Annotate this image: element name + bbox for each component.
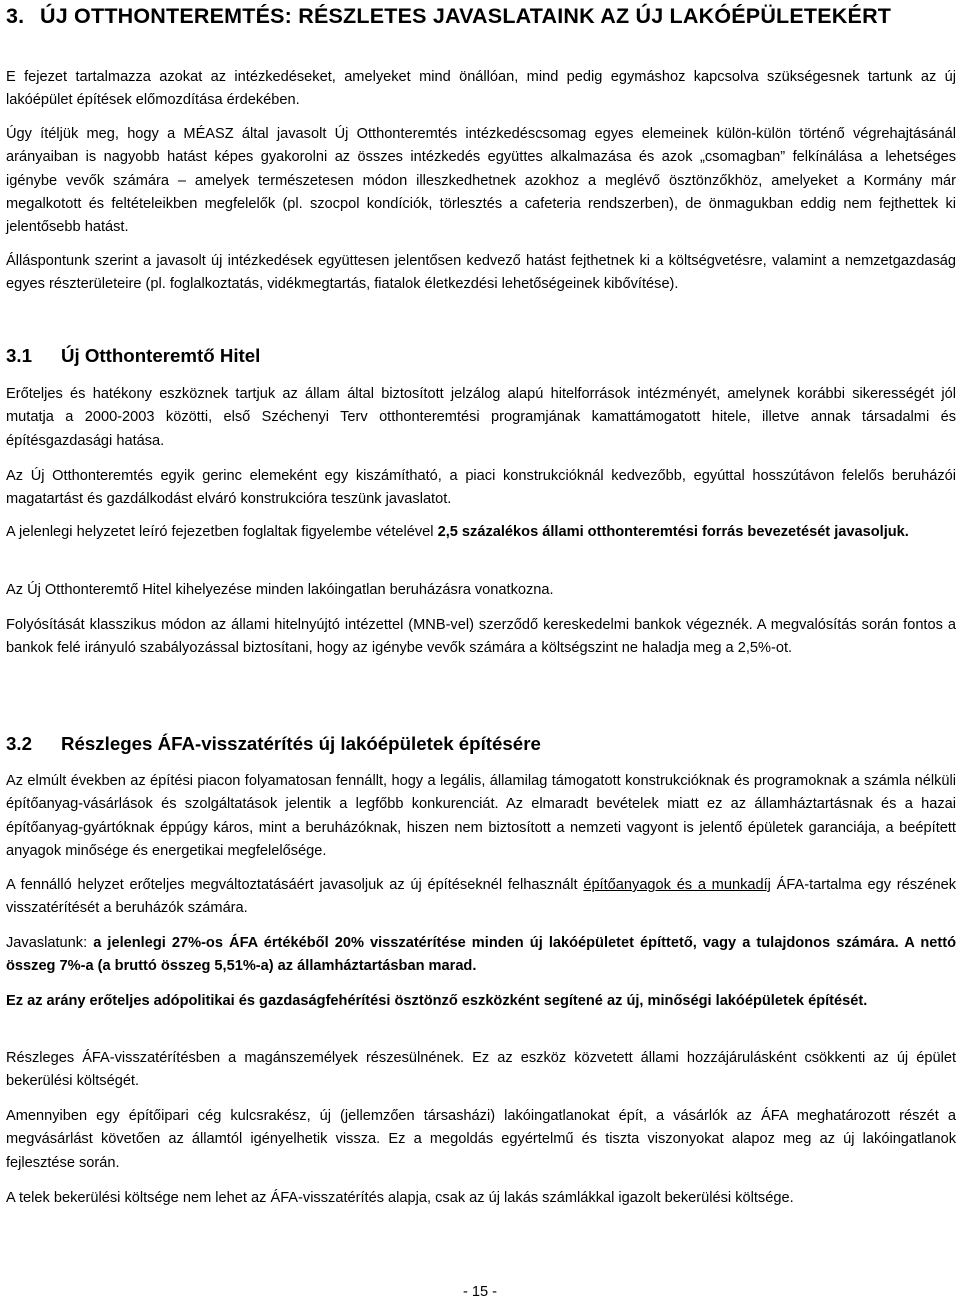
section-3-1-heading xyxy=(6,345,260,367)
section-3-2-number: 3.2 xyxy=(6,733,32,754)
section-3-2-paragraph-3: Javaslatunk: a jelenlegi 27%-os ÁFA értékéből 20% visszatérítése minden új lakóépületet építtető, vagy a tulajdonos számára. A nettó összeg 7%-a (a bruttó összeg 5,51%-a) az államháztartásban marad. xyxy=(6,935,956,975)
section-3-2-paragraph-1: Az elmúlt években az építési piacon folyamatosan fennállt, hogy a legális, államilag támogatott konstrukcióknak és programoknak a számla nélküli építőanyag-vásárlások és szolgáltatások jelentik a legfőbb konkurenciát. Az elmaradt bevételek miatt ez az államháztartásnak és a hazai építőanyag-gyártóknak éppúgy káros, mint a beruházóknak, hiszen nem biztosított a nemzeti vagyont is jelentő épületek garanciája, a beépített anyagok minősége és energetikai megfelelősége. xyxy=(6,773,956,859)
section-3-1-paragraph-4: Az Új Otthonteremtő Hitel kihelyezése minden lakóingatlan beruházásra vonatkozna. xyxy=(6,582,554,598)
section-3-2-paragraph-2: A fennálló helyzet erőteljes megváltoztatásáért javasoljuk az új építéseknél felhasznált építőanyagok és a munkadíj ÁFA-tartalma egy részének visszatérítését a beruházók számára. xyxy=(6,877,956,917)
section-3-2-heading xyxy=(6,733,541,755)
section-3-2-paragraph-7: A telek bekerülési költsége nem lehet az ÁFA-visszatérítés alapja, csak az új lakás számlákkal igazolt bekerülési költsége. xyxy=(6,1190,794,1206)
section-3-1-number: 3.1 xyxy=(6,345,32,366)
chapter-heading xyxy=(6,4,891,29)
intro-paragraph-1: E fejezet tartalmazza azokat az intézkedéseket, amelyeket mind önállóan, mind pedig egymáshoz kapcsolva szükségesnek tartunk az új lakóépület építések előmozdítása érdekében. xyxy=(6,69,956,109)
page-number: - 15 - xyxy=(462,1284,498,1300)
section-3-1-paragraph-5: Folyósítását klasszikus módon az állami hitelnyújtó intézettel (MNB-vel) szerződő kereskedelmi bankok végeznék. A megvalósítás során fontos a bankok felé irányuló szabályozással biztosítani, hogy az igénybe vevők számára a költségszint ne haladja meg a 2,5%-ot. xyxy=(6,617,956,657)
section-3-1-paragraph-1: Erőteljes és hatékony eszköznek tartjuk az állam által biztosított jelzálog alapú hitelforrások intézményét, amelynek korábbi sikerességét jól mutatja a 2000-2003 közötti, első Széchenyi Terv otthonteremtési programjának kamattámogatott hitele, illetve annak társadalmi és építésgazdasági hatása. xyxy=(6,386,956,449)
intro-paragraph-2: Úgy ítéljük meg, hogy a MÉASZ által javasolt Új Otthonteremtés intézkedéscsomag egyes elemeinek külön-külön történő végrehajtásánál arányaiban is nagyobb hatást képes gyakorolni az összes intézkedés együttes alkalmazása és azok „csomagban” felkínálása a lehetséges igénybe vevők számára – amelyek természetesen módon illeszkedhetnek azokhoz a meglévő ösztönzőkhöz, amelyeket a Kormány már megalkotott és feltételeikben megfelelők (pl. szocpol kondíciók, törlesztés a cafeteria rendszerben), de önmagukban eddig nem fejthettek ki jelentősebb hatást. xyxy=(6,126,956,236)
section-3-2-title: Részleges ÁFA-visszatérítés új lakóépületek építésére xyxy=(61,733,541,754)
chapter-title: ÚJ OTTHONTEREMTÉS: RÉSZLETES JAVASLATAINK AZ ÚJ LAKÓÉPÜLETEKÉRT xyxy=(40,4,892,28)
section-3-1-paragraph-2: Az Új Otthonteremtés egyik gerinc elemeként egy kiszámítható, a piaci konstrukcióknál kedvezőbb, egyúttal hosszútávon felelős beruházói magatartást és gazdálkodást elváró konstrukcióra teszünk javaslatot. xyxy=(6,468,956,508)
vat-proposal-emphasis: a jelenlegi 27%-os ÁFA értékéből 20% visszatérítése minden új lakóépületet építtető, vagy a tulajdonos számára. A nettó összeg 7%-a (a bruttó összeg 5,51%-a) az államháztartásban marad. xyxy=(6,935,956,975)
intro-paragraph-3: Álláspontunk szerint a javasolt új intézkedések együttesen jelentősen kedvező hatást fejthetnek ki a költségvetésre, valamint a nemzetgazdaság egyes részterületeire (pl. foglalkoztatás, vidékmegtartás, fiatalok életkezdési lehetőségeinek kibővítése). xyxy=(6,253,956,293)
section-3-2-paragraph-6: Amennyiben egy építőipari cég kulcsrakész, új (jellemzően társasházi) lakóingatlanokat épít, a vásárlók az ÁFA meghatározott részét a megvásárlást követően az államtól igényelhetik vissza. Ez a megoldás egyértelmű és tiszta viszonyokat alapoz meg az új lakóingatlanok fejlesztése során. xyxy=(6,1108,956,1171)
section-3-2-paragraph-5: Részleges ÁFA-visszatérítésben a magánszemélyek részesülnének. Ez az eszköz közvetett állami hozzájárulásként csökkenti az új épület bekerülési költségét. xyxy=(6,1050,956,1090)
proposal-emphasis: 2,5 százalékos állami otthonteremtési forrás bevezetését javasoljuk. xyxy=(437,524,909,540)
section-3-1-paragraph-3: A jelenlegi helyzetet leíró fejezetben foglaltak figyelembe vételével 2,5 százalékos állami otthonteremtési forrás bevezetését javasoljuk. xyxy=(6,524,909,540)
underlined-phrase: építőanyagok és a munkadíj xyxy=(583,877,771,893)
chapter-number: 3. xyxy=(6,4,25,28)
section-3-2-paragraph-4: Ez az arány erőteljes adópolitikai és gazdaságfehérítési ösztönző eszközként segítené az új, minőségi lakóépületek építését. xyxy=(6,993,868,1009)
section-3-1-title: Új Otthonteremtő Hitel xyxy=(61,345,261,366)
